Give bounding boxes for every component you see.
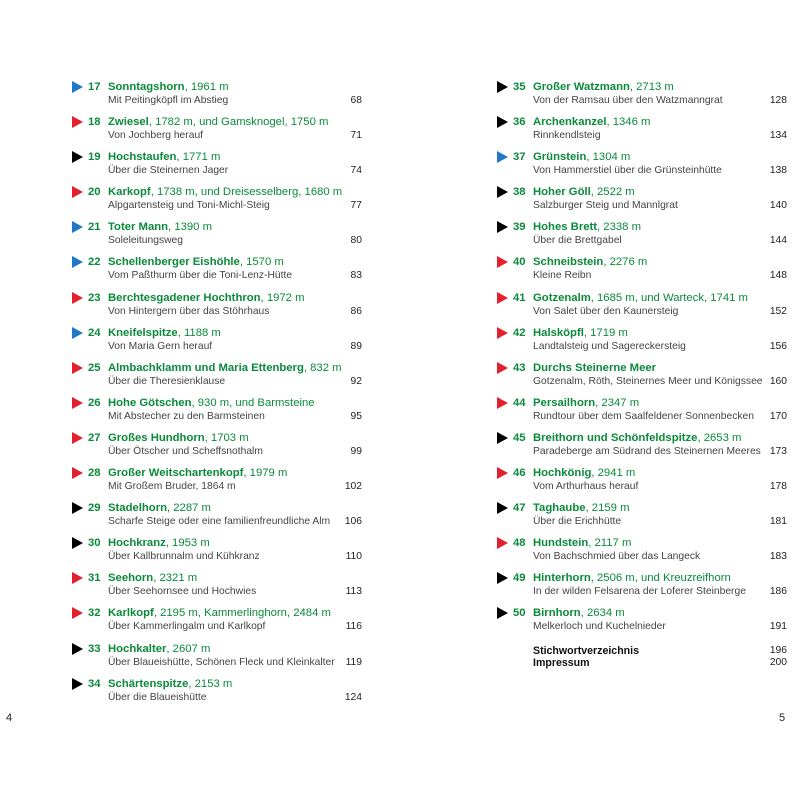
- page-number-left: 4: [6, 712, 13, 724]
- tour-elevation: , 2276 m: [603, 256, 648, 269]
- tour-elevation: , 2713 m: [629, 81, 674, 93]
- tour-subtitle: Kleine Reibn: [533, 270, 592, 282]
- toc-entry[interactable]: [72, 184, 362, 219]
- toc-entry-heading: [513, 255, 647, 269]
- tour-subtitle: Landtalsteig und Sagereckersteig: [533, 340, 686, 352]
- tour-elevation: , 1346 m: [606, 116, 651, 129]
- tour-title: Persailhorn: [533, 396, 596, 409]
- toc-entry-heading: [88, 501, 211, 515]
- red-triangle-icon: [497, 292, 508, 304]
- tour-page-number: 89: [350, 340, 362, 352]
- toc-entry-heading: [513, 466, 635, 480]
- tour-elevation: , 2941 m: [591, 467, 636, 480]
- tour-title: Grünstein: [533, 151, 587, 164]
- toc-entry-heading: [513, 501, 629, 515]
- toc-entry[interactable]: [497, 114, 787, 149]
- red-triangle-icon: [497, 327, 508, 339]
- tour-title: Hochkalter: [108, 642, 167, 655]
- tour-elevation: , 832 m: [303, 361, 342, 374]
- tour-number: 30: [88, 537, 101, 550]
- toc-entry-heading: [88, 466, 287, 480]
- tour-number: 26: [88, 396, 101, 409]
- tour-elevation: , 2653 m: [697, 431, 742, 444]
- tour-subtitle: Alpgartensteig und Toni-Michl-Steig: [108, 200, 270, 212]
- tour-page-number: 178: [769, 481, 787, 493]
- tour-number: 49: [513, 572, 526, 585]
- toc-entry-heading: [513, 185, 635, 199]
- tour-number: 29: [88, 502, 101, 515]
- tour-number: 22: [88, 256, 101, 269]
- toc-entry-heading: [88, 606, 331, 620]
- tour-number: 40: [513, 256, 526, 269]
- toc-extra-label: Impressum: [533, 656, 590, 669]
- toc-entry-heading: [513, 80, 674, 94]
- tour-subtitle: Von Hintergern über das Stöhrhaus: [108, 305, 270, 317]
- tour-elevation: , 2338 m: [597, 221, 641, 234]
- tour-page-number: 148: [769, 270, 787, 282]
- tour-page-number: 144: [769, 235, 787, 247]
- red-triangle-icon: [497, 397, 508, 409]
- toc-entry-heading: [88, 361, 342, 375]
- tour-subtitle: Von Jochberg herauf: [108, 130, 204, 142]
- tour-elevation: , 2159 m: [585, 502, 630, 515]
- tour-title: Karlkopf: [108, 607, 154, 620]
- toc-entry-heading: [513, 536, 631, 550]
- tour-number: 34: [88, 677, 101, 690]
- red-triangle-icon: [497, 467, 508, 479]
- black-triangle-icon: [497, 81, 508, 93]
- tour-number: 46: [513, 467, 526, 480]
- tour-elevation: , 1782 m, und Gamsknogel, 1750 m: [148, 116, 329, 129]
- tour-title: Taghaube: [533, 502, 586, 515]
- toc-entry[interactable]: [72, 219, 362, 254]
- toc-extra-page: 196: [769, 644, 787, 656]
- toc-entry[interactable]: [497, 79, 787, 114]
- tour-page-number: 119: [345, 656, 362, 668]
- tour-elevation: , 2195 m, Kammerlinghorn, 2484 m: [153, 607, 331, 620]
- tour-elevation: , 2607 m: [166, 642, 211, 655]
- black-triangle-icon: [72, 151, 83, 163]
- black-triangle-icon: [497, 502, 508, 514]
- tour-subtitle: Über die Brettgabel: [533, 235, 622, 247]
- toc-entry[interactable]: [497, 325, 787, 360]
- tour-subtitle: Über Kammerlingalm und Karlkopf: [108, 621, 266, 633]
- tour-title: Hochkönig: [533, 467, 592, 480]
- tour-subtitle: Über die Steinernen Jager: [108, 165, 229, 177]
- tour-subtitle: Melkerloch und Kuchelnieder: [533, 621, 666, 633]
- tour-title: Karkopf: [108, 186, 151, 199]
- tour-title: Toter Mann: [108, 221, 169, 234]
- tour-subtitle: Von der Ramsau über den Watzmanngrat: [533, 95, 723, 106]
- tour-title: Breithorn und Schönfeldspitze: [533, 431, 698, 444]
- tour-page-number: 170: [769, 410, 787, 422]
- toc-entry[interactable]: [497, 605, 787, 640]
- tour-elevation: , 1570 m: [239, 256, 284, 269]
- tour-elevation: , 2506 m, und Kreuzreifhorn: [590, 572, 731, 585]
- red-triangle-icon: [497, 362, 508, 374]
- toc-entry[interactable]: [497, 570, 787, 605]
- black-triangle-icon: [497, 432, 508, 444]
- tour-elevation: , 1188 m: [177, 326, 221, 339]
- toc-entry-heading: [88, 326, 221, 340]
- toc-entry-heading: [88, 396, 315, 410]
- tour-number: 36: [513, 116, 526, 129]
- tour-elevation: , 1304 m: [586, 151, 631, 164]
- tour-elevation: , 930 m, und Barmsteine: [191, 396, 315, 409]
- tour-page-number: 113: [345, 586, 362, 598]
- tour-page-number: 116: [345, 621, 362, 633]
- toc-entry[interactable]: [72, 290, 362, 325]
- tour-title: Hinterhorn: [533, 572, 591, 585]
- toc-entry-heading: [513, 606, 625, 620]
- tour-number: 35: [513, 81, 526, 93]
- tour-subtitle: Über die Erichhütte: [533, 516, 622, 528]
- tour-page-number: 80: [350, 235, 362, 247]
- toc-left-column: [72, 79, 362, 711]
- tour-subtitle: Von Hammerstiel über die Grünsteinhütte: [533, 165, 722, 177]
- red-triangle-icon: [72, 432, 83, 444]
- tour-number: 39: [513, 221, 526, 234]
- toc-entry[interactable]: [497, 500, 787, 535]
- tour-page-number: 124: [344, 691, 362, 703]
- tour-subtitle: Über Blaueishütte, Schönen Fleck und Kleinkalter: [108, 656, 335, 668]
- tour-title: Hochstaufen: [108, 151, 177, 164]
- tour-page-number: 128: [769, 95, 787, 106]
- tour-title: Sonntagshorn: [108, 81, 185, 93]
- toc-entry-heading: [88, 431, 249, 445]
- tour-subtitle: Von Bachschmied über das Langeck: [533, 551, 701, 563]
- tour-subtitle: Vom Paßthurm über die Toni-Lenz-Hütte: [108, 270, 293, 282]
- toc-entry[interactable]: [497, 254, 787, 289]
- tour-page-number: 74: [350, 165, 362, 177]
- tour-elevation: , 2153 m: [188, 677, 233, 690]
- toc-entry-heading: [513, 115, 650, 129]
- toc-entry-heading: [88, 185, 342, 199]
- toc-entry-heading: [513, 431, 741, 445]
- red-triangle-icon: [72, 572, 83, 584]
- tour-elevation: , 2634 m: [580, 607, 625, 620]
- tour-number: 48: [513, 537, 526, 550]
- toc-entry-heading: [88, 536, 210, 550]
- tour-title: Schärtenspitze: [108, 677, 189, 690]
- red-triangle-icon: [72, 362, 83, 374]
- toc-entry-heading: [513, 571, 731, 585]
- tour-title: Durchs Steinerne Meer: [533, 361, 657, 374]
- blue-triangle-icon: [72, 221, 83, 233]
- tour-number: 32: [88, 607, 101, 620]
- tour-title: Halsköpfl: [533, 326, 584, 339]
- tour-page-number: 160: [769, 375, 787, 387]
- tour-title: Großer Weitschartenkopf: [108, 467, 244, 480]
- toc-entry-heading: [88, 80, 229, 94]
- tour-number: 44: [513, 396, 526, 409]
- tour-number: 20: [88, 186, 101, 199]
- tour-elevation: , 2522 m: [590, 186, 635, 199]
- tour-title: Almbachklamm und Maria Ettenberg: [108, 361, 304, 374]
- tour-title: Hundstein: [533, 537, 589, 550]
- tour-number: 38: [513, 186, 526, 199]
- toc-entry[interactable]: [72, 430, 362, 465]
- tour-page-number: 181: [769, 516, 787, 528]
- tour-elevation: , 1953 m: [165, 537, 210, 550]
- toc-entry-heading: [88, 291, 305, 305]
- tour-page-number: 183: [769, 551, 787, 563]
- red-triangle-icon: [72, 116, 83, 128]
- tour-subtitle: Von Maria Gern herauf: [108, 340, 213, 352]
- toc-extra-row[interactable]: [497, 645, 787, 657]
- tour-elevation: , 1390 m: [168, 221, 213, 234]
- blue-triangle-icon: [497, 151, 508, 163]
- tour-number: 50: [513, 607, 526, 620]
- toc-entry[interactable]: [497, 360, 787, 395]
- tour-title: Schneibstein: [533, 256, 604, 269]
- toc-entry-heading: [513, 150, 630, 164]
- tour-subtitle: Über die Theresienklause: [108, 375, 226, 387]
- toc-entry[interactable]: [72, 641, 362, 676]
- tour-page-number: 152: [769, 305, 787, 317]
- tour-title: Birnhorn: [533, 607, 581, 620]
- red-triangle-icon: [497, 256, 508, 268]
- tour-number: 23: [88, 291, 101, 304]
- tour-elevation: , 2347 m: [595, 396, 640, 409]
- toc-entry[interactable]: [497, 465, 787, 500]
- tour-number: 17: [88, 81, 101, 93]
- tour-number: 27: [88, 431, 101, 444]
- toc-extra-label: Stichwortverzeichnis: [533, 644, 639, 657]
- tour-title: Stadelhorn: [108, 502, 167, 515]
- toc-entry-heading: [88, 642, 210, 656]
- toc-entry-heading: [513, 361, 656, 375]
- tour-elevation: , 1719 m: [583, 326, 628, 339]
- tour-page-number: 95: [350, 410, 362, 422]
- toc-entry[interactable]: [72, 500, 362, 535]
- tour-subtitle: Mit Abstecher zu den Barmsteinen: [108, 410, 265, 422]
- tour-title: Großes Hundhorn: [108, 431, 205, 444]
- toc-entry[interactable]: [72, 535, 362, 570]
- tour-subtitle: Rinnkendlsteig: [533, 130, 601, 142]
- tour-page-number: 99: [350, 445, 362, 457]
- tour-elevation: , 2287 m: [167, 502, 211, 515]
- toc-entry-heading: [88, 115, 328, 129]
- tour-number: 28: [88, 467, 101, 480]
- tour-title: Hoher Göll: [533, 186, 591, 199]
- tour-title: Kneifelspitze: [108, 326, 178, 339]
- toc-entry[interactable]: [497, 219, 787, 254]
- tour-number: 43: [513, 361, 526, 374]
- red-triangle-icon: [72, 467, 83, 479]
- tour-page-number: 83: [350, 270, 362, 282]
- blue-triangle-icon: [72, 256, 83, 268]
- toc-entry[interactable]: [72, 79, 362, 114]
- tour-number: 37: [513, 151, 526, 164]
- red-triangle-icon: [72, 607, 83, 619]
- blue-triangle-icon: [72, 327, 83, 339]
- black-triangle-icon: [72, 502, 83, 514]
- tour-subtitle: Scharfe Steige oder eine familienfreundliche Alm: [108, 516, 331, 528]
- tour-elevation: , 1738 m, und Dreisesselberg, 1680 m: [150, 186, 343, 199]
- toc-extras: [497, 645, 787, 675]
- toc-entry[interactable]: [72, 360, 362, 395]
- tour-title: Seehorn: [108, 572, 154, 585]
- tour-page-number: 71: [350, 130, 362, 142]
- tour-subtitle: Paradeberge am Südrand des Steinernen Meeres: [533, 445, 761, 457]
- tour-number: 18: [88, 116, 101, 129]
- tour-number: 47: [513, 502, 526, 515]
- tour-subtitle: Mit Peitingköpfl im Abstieg: [108, 95, 229, 106]
- tour-page-number: 173: [769, 445, 787, 457]
- toc-extra-row[interactable]: [497, 657, 787, 669]
- toc-entry[interactable]: [72, 114, 362, 149]
- tour-number: 24: [88, 326, 101, 339]
- tour-subtitle: Über die Blaueishütte: [108, 691, 207, 703]
- tour-page-number: 86: [350, 305, 362, 317]
- black-triangle-icon: [497, 221, 508, 233]
- page-number-right: 5: [779, 712, 786, 724]
- tour-number: 42: [513, 326, 526, 339]
- tour-title: Hohe Götschen: [108, 396, 192, 409]
- black-triangle-icon: [72, 643, 83, 655]
- tour-title: Schellenberger Eishöhle: [108, 256, 240, 269]
- red-triangle-icon: [497, 537, 508, 549]
- tour-page-number: 156: [769, 340, 787, 352]
- tour-number: 33: [88, 642, 101, 655]
- toc-entry-heading: [88, 571, 197, 585]
- red-triangle-icon: [72, 397, 83, 409]
- toc-entry[interactable]: [72, 325, 362, 360]
- tour-page-number: 77: [350, 200, 362, 212]
- toc-entry[interactable]: [72, 149, 362, 184]
- tour-page-number: 186: [769, 586, 787, 598]
- tour-page-number: 102: [344, 481, 362, 493]
- black-triangle-icon: [497, 607, 508, 619]
- blue-triangle-icon: [72, 81, 83, 93]
- toc-entry-heading: [513, 326, 628, 340]
- toc-entry[interactable]: [497, 535, 787, 570]
- tour-title: Zwiesel: [108, 116, 149, 129]
- tour-subtitle: In der wilden Felsarena der Loferer Steinberge: [533, 586, 746, 598]
- toc-entry[interactable]: [497, 149, 787, 184]
- tour-elevation: , 1961 m: [184, 81, 229, 93]
- toc-entry[interactable]: [72, 570, 362, 605]
- toc-entry[interactable]: [72, 465, 362, 500]
- toc-entry-heading: [88, 255, 284, 269]
- toc-entry-heading: [513, 291, 748, 305]
- tour-number: 25: [88, 361, 101, 374]
- tour-elevation: , 1979 m: [243, 467, 288, 480]
- red-triangle-icon: [72, 292, 83, 304]
- tour-elevation: , 2321 m: [153, 572, 198, 585]
- black-triangle-icon: [497, 186, 508, 198]
- toc-entry[interactable]: [72, 254, 362, 289]
- tour-elevation: , 1703 m: [204, 431, 249, 444]
- black-triangle-icon: [72, 678, 83, 690]
- tour-page-number: 92: [350, 375, 362, 387]
- tour-page-number: 140: [769, 200, 787, 212]
- tour-page-number: 191: [769, 621, 787, 633]
- toc-entry[interactable]: [72, 676, 362, 711]
- tour-title: Archenkanzel: [533, 116, 607, 129]
- toc-entry[interactable]: [497, 430, 787, 465]
- tour-subtitle: Über Seehornsee und Hochwies: [108, 586, 257, 598]
- toc-entry[interactable]: [497, 290, 787, 325]
- tour-page-number: 68: [350, 95, 362, 106]
- tour-title: Großer Watzmann: [533, 81, 630, 93]
- tour-subtitle: Über Ötscher und Scheffsnothalm: [108, 445, 263, 457]
- tour-page-number: 134: [769, 130, 787, 142]
- tour-subtitle: Rundtour über dem Saalfeldener Sonnenbecken: [533, 410, 754, 422]
- tour-subtitle: Über Kallbrunnalm und Kühkranz: [108, 551, 260, 563]
- toc-entry-heading: [513, 396, 639, 410]
- tour-elevation: , 1972 m: [260, 291, 305, 304]
- black-triangle-icon: [497, 116, 508, 128]
- tour-title: Hohes Brett: [533, 221, 598, 234]
- tour-subtitle: Soleleitungsweg: [108, 235, 183, 247]
- black-triangle-icon: [72, 537, 83, 549]
- toc-entry[interactable]: [72, 605, 362, 640]
- black-triangle-icon: [497, 572, 508, 584]
- red-triangle-icon: [72, 186, 83, 198]
- toc-right-column: [497, 79, 787, 675]
- toc-entry-heading: [88, 677, 232, 691]
- toc-entry-heading: [513, 220, 641, 234]
- tour-title: Berchtesgadener Hochthron: [108, 291, 261, 304]
- tour-number: 31: [88, 572, 101, 585]
- tour-subtitle: Von Salet über den Kaunersteig: [533, 305, 679, 317]
- toc-entry[interactable]: [497, 184, 787, 219]
- tour-subtitle: Mit Großem Bruder, 1864 m: [108, 481, 236, 493]
- tour-title: Hochkranz: [108, 537, 166, 550]
- tour-number: 21: [88, 221, 101, 234]
- toc-entry[interactable]: [497, 395, 787, 430]
- tour-number: 19: [88, 151, 101, 164]
- tour-elevation: , 1685 m, und Warteck, 1741 m: [590, 291, 748, 304]
- tour-number: 41: [513, 291, 526, 304]
- tour-number: 45: [513, 431, 526, 444]
- tour-subtitle: Salzburger Steig und Mannlgrat: [533, 200, 678, 212]
- tour-subtitle: Vom Arthurhaus herauf: [533, 481, 639, 493]
- tour-elevation: , 2117 m: [588, 537, 632, 550]
- toc-extra-page: 200: [769, 656, 787, 668]
- toc-entry[interactable]: [72, 395, 362, 430]
- toc-entry-heading: [88, 150, 220, 164]
- tour-page-number: 106: [344, 516, 362, 528]
- tour-title: Gotzenalm: [533, 291, 591, 304]
- tour-page-number: 110: [345, 551, 362, 563]
- tour-subtitle: Gotzenalm, Röth, Steinernes Meer und Königssee: [533, 375, 763, 387]
- tour-page-number: 138: [769, 165, 787, 177]
- toc-entry-heading: [88, 220, 212, 234]
- tour-elevation: , 1771 m: [176, 151, 221, 164]
